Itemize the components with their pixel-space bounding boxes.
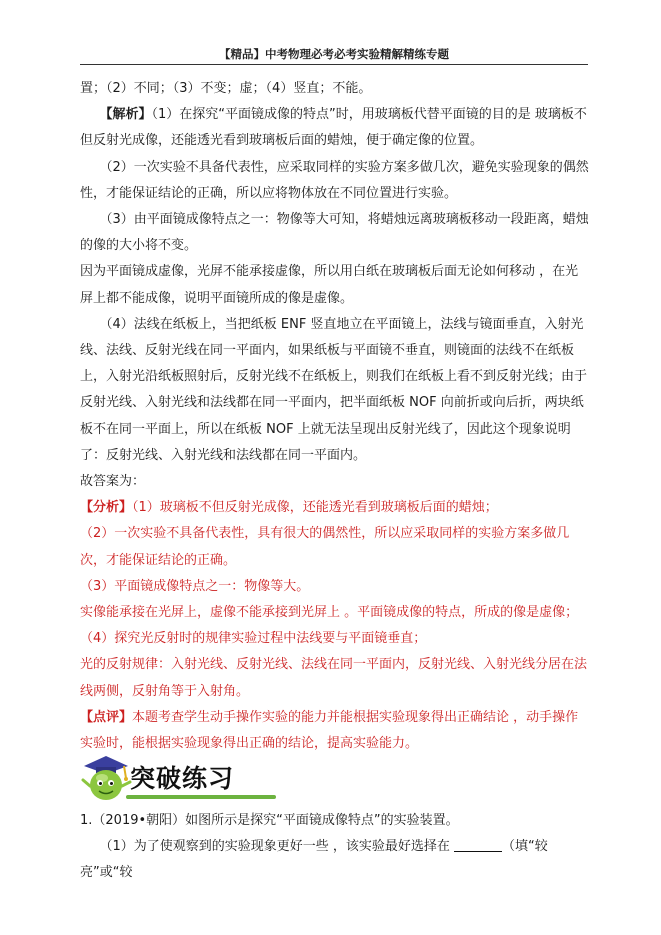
question-1-part-1: （1）为了使观察到的实验现象更好一些 ，该实验最好选择在 （填“较亮”或“较 <box>80 839 548 881</box>
header-divider <box>80 64 588 65</box>
fenxi-paragraph-3: （3）平面镜成像特点之一：物像等大。 <box>80 578 310 594</box>
fenxi-paragraph-2: （2）一次实验不具备代表性，具有很大的偶然性，所以应采取同样的实验方案多做几次，才能保证结论的正确。 <box>80 526 570 568</box>
fenxi-paragraph-1: 【分析】（1）玻璃板不但反射光成像，还能透光看到玻璃板后面的蜡烛； <box>80 500 498 516</box>
practice-banner <box>80 752 250 806</box>
answer-tail-line: 置；（2）不同；（3）不变；虚；（4）竖直；不能。 <box>80 81 372 96</box>
dianping-paragraph: 【点评】本题考查学生动手操作实验的能力并能根据实验现象得出正确结论 ，动手操作实验时，能根据实验现象得出正确的结论，提高实验能力。 <box>80 709 579 752</box>
practice-banner-title: 突破练习 <box>130 764 235 793</box>
page-header: 【精品】中考物理必考必考实验精解精练专题 <box>219 47 449 61</box>
answer-label: 故答案为： <box>80 474 146 490</box>
analysis-paragraph-3: （3）由平面镜成像特点之一：物像等大可知，将蜡烛远离玻璃板移动一段距离，蜡烛的像的大小将不变。 <box>80 212 589 254</box>
fenxi-paragraph-6: 光的反射规律：入射光线、反射光线、法线在同一平面内，反射光线、入射光线分居在法线两侧，反射角等于入射角。 <box>80 657 588 699</box>
analysis-paragraph-1: 【解析】（1）在探究“平面镜成像的特点”时，用玻璃板代替平面镜的目的是 玻璃板不但反射光成像，还能透光看到玻璃板后面的蜡烛，便于确定像的位置。 <box>80 107 587 149</box>
banner-underline <box>126 795 276 799</box>
analysis-paragraph-4: 因为平面镜成虚像，光屏不能承接虚像，所以用白纸在玻璃板后面无论如何移动 ，在光屏上都不能成像，说明平面镜所成的像是虚像。 <box>80 264 579 306</box>
fenxi-paragraph-4: 实像能承接在光屏上，虚像不能承接到光屏上 。平面镜成像的特点，所成的像是虚像； <box>80 605 579 621</box>
answer-blank[interactable] <box>454 837 502 852</box>
question-block <box>80 808 590 887</box>
analysis-paragraph-2: （2）一次实验不具备代表性，应采取同样的实验方案多做几次，避免实验现象的偶然性，才能保证结论的正确，所以应将物体放在不同位置进行实验。 <box>80 159 589 201</box>
fenxi-paragraph-5: （4）探究光反射时的规律实验过程中法线要与平面镜垂直； <box>80 631 427 647</box>
dianping-tag: 【点评】 <box>80 709 133 725</box>
question-1-stem: 1.（2019•朝阳）如图所示是探究“平面镜成像特点”的实验装置。 <box>80 813 459 828</box>
analysis-tag: 【解析】 <box>99 107 152 123</box>
solution-content <box>80 76 590 757</box>
analysis-paragraph-5: （4）法线在纸板上，当把纸板 ENF 竖直地立在平面镜上，法线与镜面垂直，入射光线、法线、反射光线在同一平面内，如果纸板与平面镜不垂直，则镜面的法线不在纸板上，入射光沿纸板照射后，反射光线不在纸板上，则我们在纸板上看不到反射光线；由于反射光线、入射光线和法线都在同一平面内，把半面纸板 NOF 向前折或向后折，两块纸板不在同一平面上，所以在纸板 NOF 上就无法呈现出反射光线了，因此这个现象说明了：反射光线、入射光线和法线都在同一平面内。 <box>80 316 588 463</box>
fenxi-tag: 【分析】 <box>80 500 133 516</box>
